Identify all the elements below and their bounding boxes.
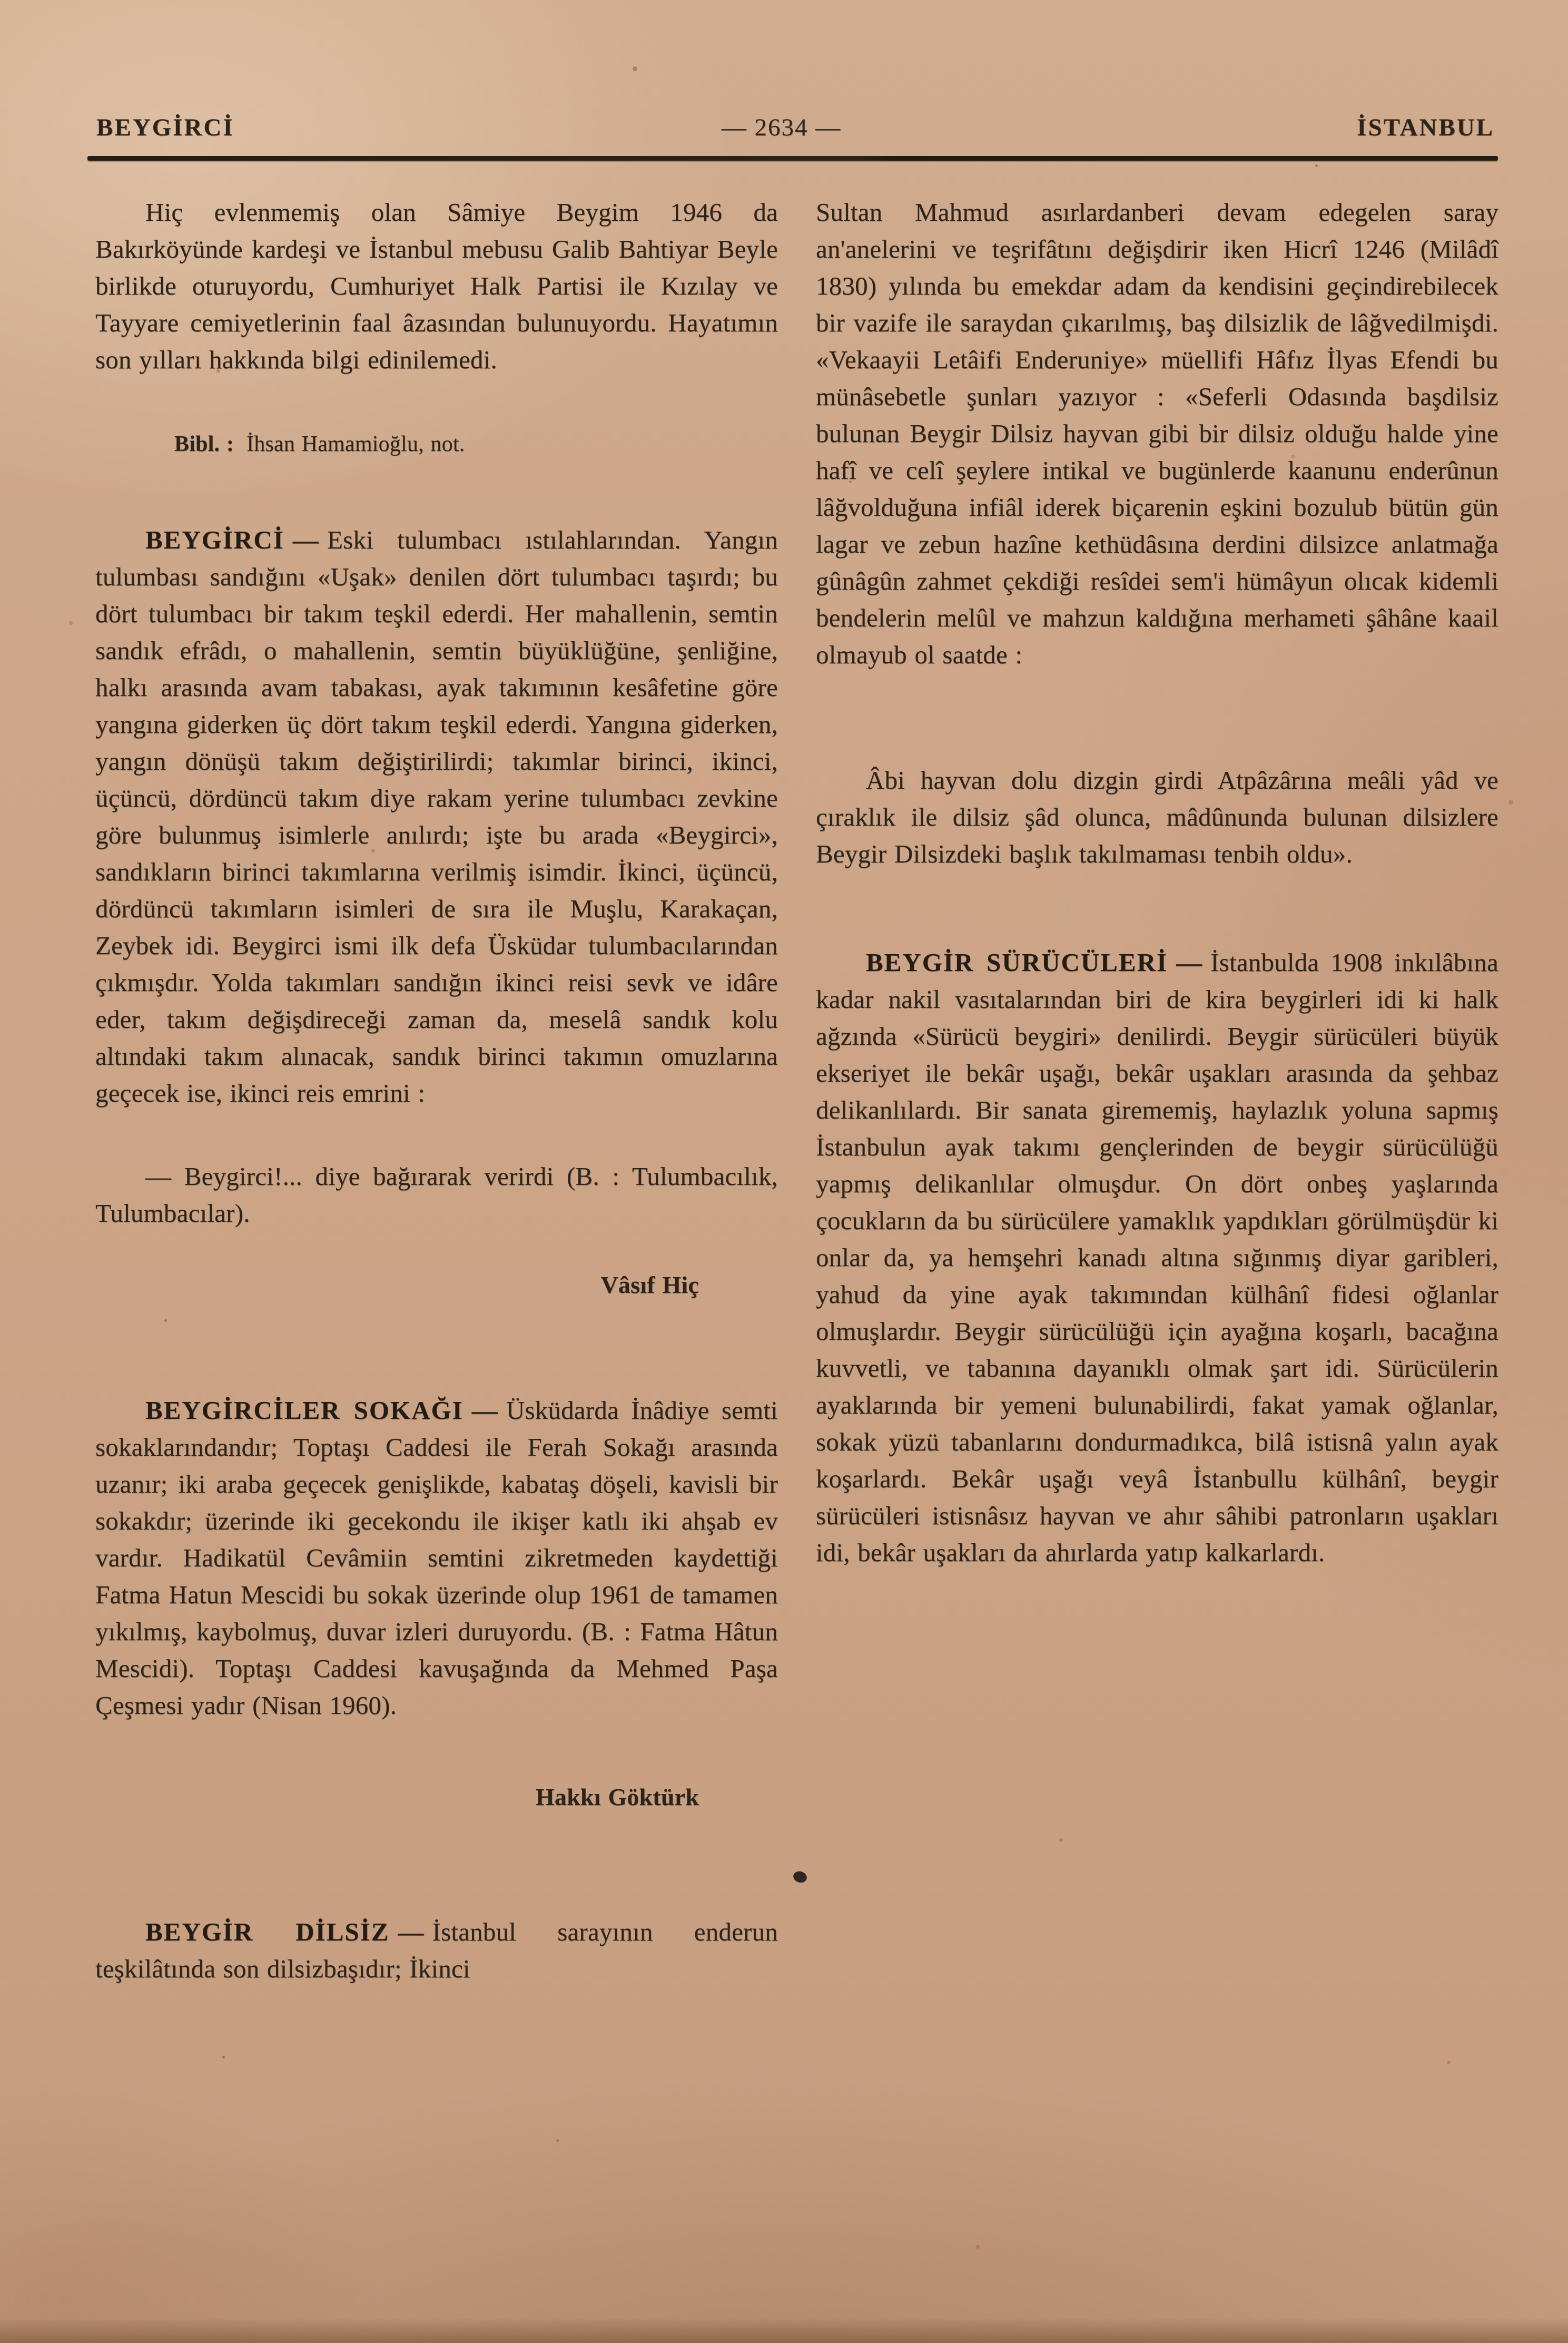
entry-beygirciler-sokagi	[95, 1392, 778, 1724]
entry-beygirci-dash: —	[292, 525, 319, 554]
running-header	[96, 112, 1494, 143]
entry-beygir-dilsiz-heading: BEYGİR DİLSİZ	[145, 1917, 390, 1946]
running-head-entry: BEYGİRCİ	[96, 114, 234, 141]
running-head-volume: İSTANBUL	[1357, 114, 1494, 141]
entry-beygir-suruculeri-dash: —	[1176, 948, 1202, 977]
column-right	[816, 194, 1498, 1987]
paragraph-atpazari-verse: Âbi hayvan dolu dizgin girdi Atpâzârına meâli yâd ve çıraklık ile dilsiz şâd olunca, mâdûnunda bulunan dilsizlere Beygir Dilsizdeki başlık takılmaması tenbih oldu».	[816, 766, 1498, 868]
entry-beygir-suruculeri	[816, 944, 1498, 1571]
entry-beygirciler-sokagi-dash: —	[471, 1396, 498, 1425]
entry-beygir-dilsiz-body: İstanbul sarayının enderun teşkilâtında son dilsizbaşıdır; İkinci	[95, 1917, 778, 1983]
author-signature-hakki-gokturk: Hakkı Göktürk	[535, 1783, 699, 1810]
entry-beygirciler-sokagi-heading: BEYGİRCİLER SOKAĞI	[145, 1396, 464, 1425]
entry-beygirci-body: Eski tulumbacı ıstılahlarından. Yangın tulumbası sandığını «Uşak» denilen dört tulumbacı taşırdı; bu dört tulumbacı bir takım teşkil ederdi. Her mahallenin, semtin sandık efrâdı, o mahallenin, semtin büyüklüğüne, şenliğine, halkı arasında avam tabakası, ayak takımının kesâfetine göre yangına giderken üç dört takım teşkil ederdi. Yangına giderken, yangın dönüşü takım değiştirilirdi; takımlar birinci, ikinci, üçüncü, dördüncü takım diye rakam yerine tulumbacı zevkine göre bulunmuş isimlerle anılırdı; işte bu arada «Beygirci», sandıkların birinci takımlarına verilmiş isimdir. İkinci, üçüncü, dördüncü takımların isimleri de sıra ile Muşlu, Karakaçan, Zeybek idi. Beygirci ismi ilk defa Üsküdar tulumbacılarından çıkmışdır. Yolda takımları sandığın ikinci reisi sevk ve idâre eder, takım değişdireceği zaman da, meselâ sandık kolu altındaki takım alınacak, sandık birinci takımın omuzlarına geçecek ise, ikinci reis emrini :	[95, 525, 778, 1107]
header-rule	[87, 156, 1498, 161]
column-left	[95, 194, 778, 1987]
entry-beygirci	[95, 522, 778, 1112]
paragraph-beygir-dilsiz-continuation: Sultan Mahmud asırlardanberi devam edegelen saray an'anelerini ve teşrifâtını değişdirir iken Hicrî 1246 (Milâdî 1830) yılında bu emekdar adam da kendisini geçindirebilecek bir vazife ile saraydan çıkarılmış, baş dilsizlik de lâğvedilmişdi. «Vekaayii Letâifi Enderuniye» müellifi Hâfız İlyas Efendi bu münâsebetle şunları yazıyor : «Seferli Odasında başdilsiz bulunan Beygir Dilsiz hayvan gibi bir dilsiz olduğu halde yine hafî ve celî şeylere intikal ve bugünlerde kaanunu enderûnun lâğvolduğuna infiâl iderek biçarenin eşkini bozulub bütün gün lagar ve zebun hazîne kethüdâsına derdini dilsizce anlatmağa gûnâgûn zahmet çekdiği resîdei sem'i hümâyun olıcak kidemli bendelerin melûl ve mahzun kaldığına merhameti şâhâne kaail olmayub ol saatde :	[816, 198, 1498, 669]
bibliography-line	[174, 429, 778, 459]
entry-beygirciler-sokagi-body: Üsküdarda İnâdiye semti sokaklarındandır; Toptaşı Caddesi ile Ferah Sokağı arasında uzanır; iki araba geçecek genişlikde, kabataş döşeli, kavisli bir sokakdır; üzerinde iki gecekondu ile ikişer katlı iki ahşab ev vardır. Hadikatül Cevâmiin semtini zikretmeden kaydettiği Fatma Hatun Mescidi bu sokak üzerinde olup 1961 de tamamen yıkılmış, kaybolmuş, duvar izleri duruyordu. (B. : Fatma Hâtun Mescidi). Toptaşı Caddesi kavuşağında da Mehmed Paşa Çeşmesi yadır (Nisan 1960).	[95, 1396, 778, 1720]
bibliography-label: Bibl. :	[174, 432, 234, 456]
entry-beygir-suruculeri-body: İstanbulda 1908 inkılâbına kadar nakil vasıtalarından biri de kira beygirleri idi ki halk ağzında «Sürücü beygiri» denilirdi. Beygir sürücüleri büyük ekseriyet ile bekâr uşağı, bekâr uşakları arasında da şehbaz delikanlılardı. Bir sanata girememiş, haylazlık yoluna sapmış İstanbulun ayak takımı gençlerinden de beygir sürücülüğü yapmış delikanlılar olmuşdur. On dört onbeş yaşlarında çocukların da bu sürücülere yamaklık yapdıkları görülmüşdür ki onlar da, ya hemşehri kanadı altına sığınmış diyar garibleri, yahud da yine ayak takımından külhânî fidesi oğlanlar olmuşlardır. Beygir sürücülüğü için ayağına koşarlı, bacağına kuvvetli, ve tabanına dayanıklı olmak şart idi. Sürücülerin ayaklarında bir yemeni bulunabilirdi, fakat yamak oğlanlar, sokak yüzü tabanlarını dondurmadıkca, bilâ istisnâ yalın ayak koşarlardı. Bekâr uşağı veyâ İstanbullu külhânî, beygir sürücüleri istisnâsız hayvan ve ahır sâhibi patronların uşakları idi, bekâr uşakları da ahırlarda yatıp kalkarlardı.	[816, 948, 1498, 1567]
author-signature-vasif-hic: Vâsıf Hiç	[600, 1271, 699, 1298]
entry-beygir-dilsiz	[95, 1914, 778, 1987]
entry-beygir-suruculeri-heading: BEYGİR SÜRÜCÜLERİ	[866, 948, 1168, 977]
entry-beygirci-heading: BEYGİRCİ	[145, 525, 284, 554]
paragraph-samiye-beygim: Hiç evlenmemiş olan Sâmiye Beygim 1946 da Bakırköyünde kardeşi ve İstanbul mebusu Galib Bahtiyar Beyle birlikde oturuyordu, Cumhuriyet Halk Partisi ile Kızılay ve Tayyare cemiyetlerinin faal âzasından bulunuyordu. Hayatımın son yılları hakkında bilgi edinilemedi.	[95, 198, 778, 374]
entry-beygir-dilsiz-dash: —	[398, 1917, 424, 1946]
quote-beygirci-call: — Beygirci!... diye bağırarak verirdi (B. : Tulumbacılık, Tulumbacılar).	[95, 1162, 778, 1228]
page-number: — 2634 —	[721, 114, 842, 141]
paper-flecks	[0, 0, 3, 3]
bibliography-text: İhsan Hamamioğlu, not.	[246, 432, 465, 456]
text-columns	[95, 194, 1499, 1987]
